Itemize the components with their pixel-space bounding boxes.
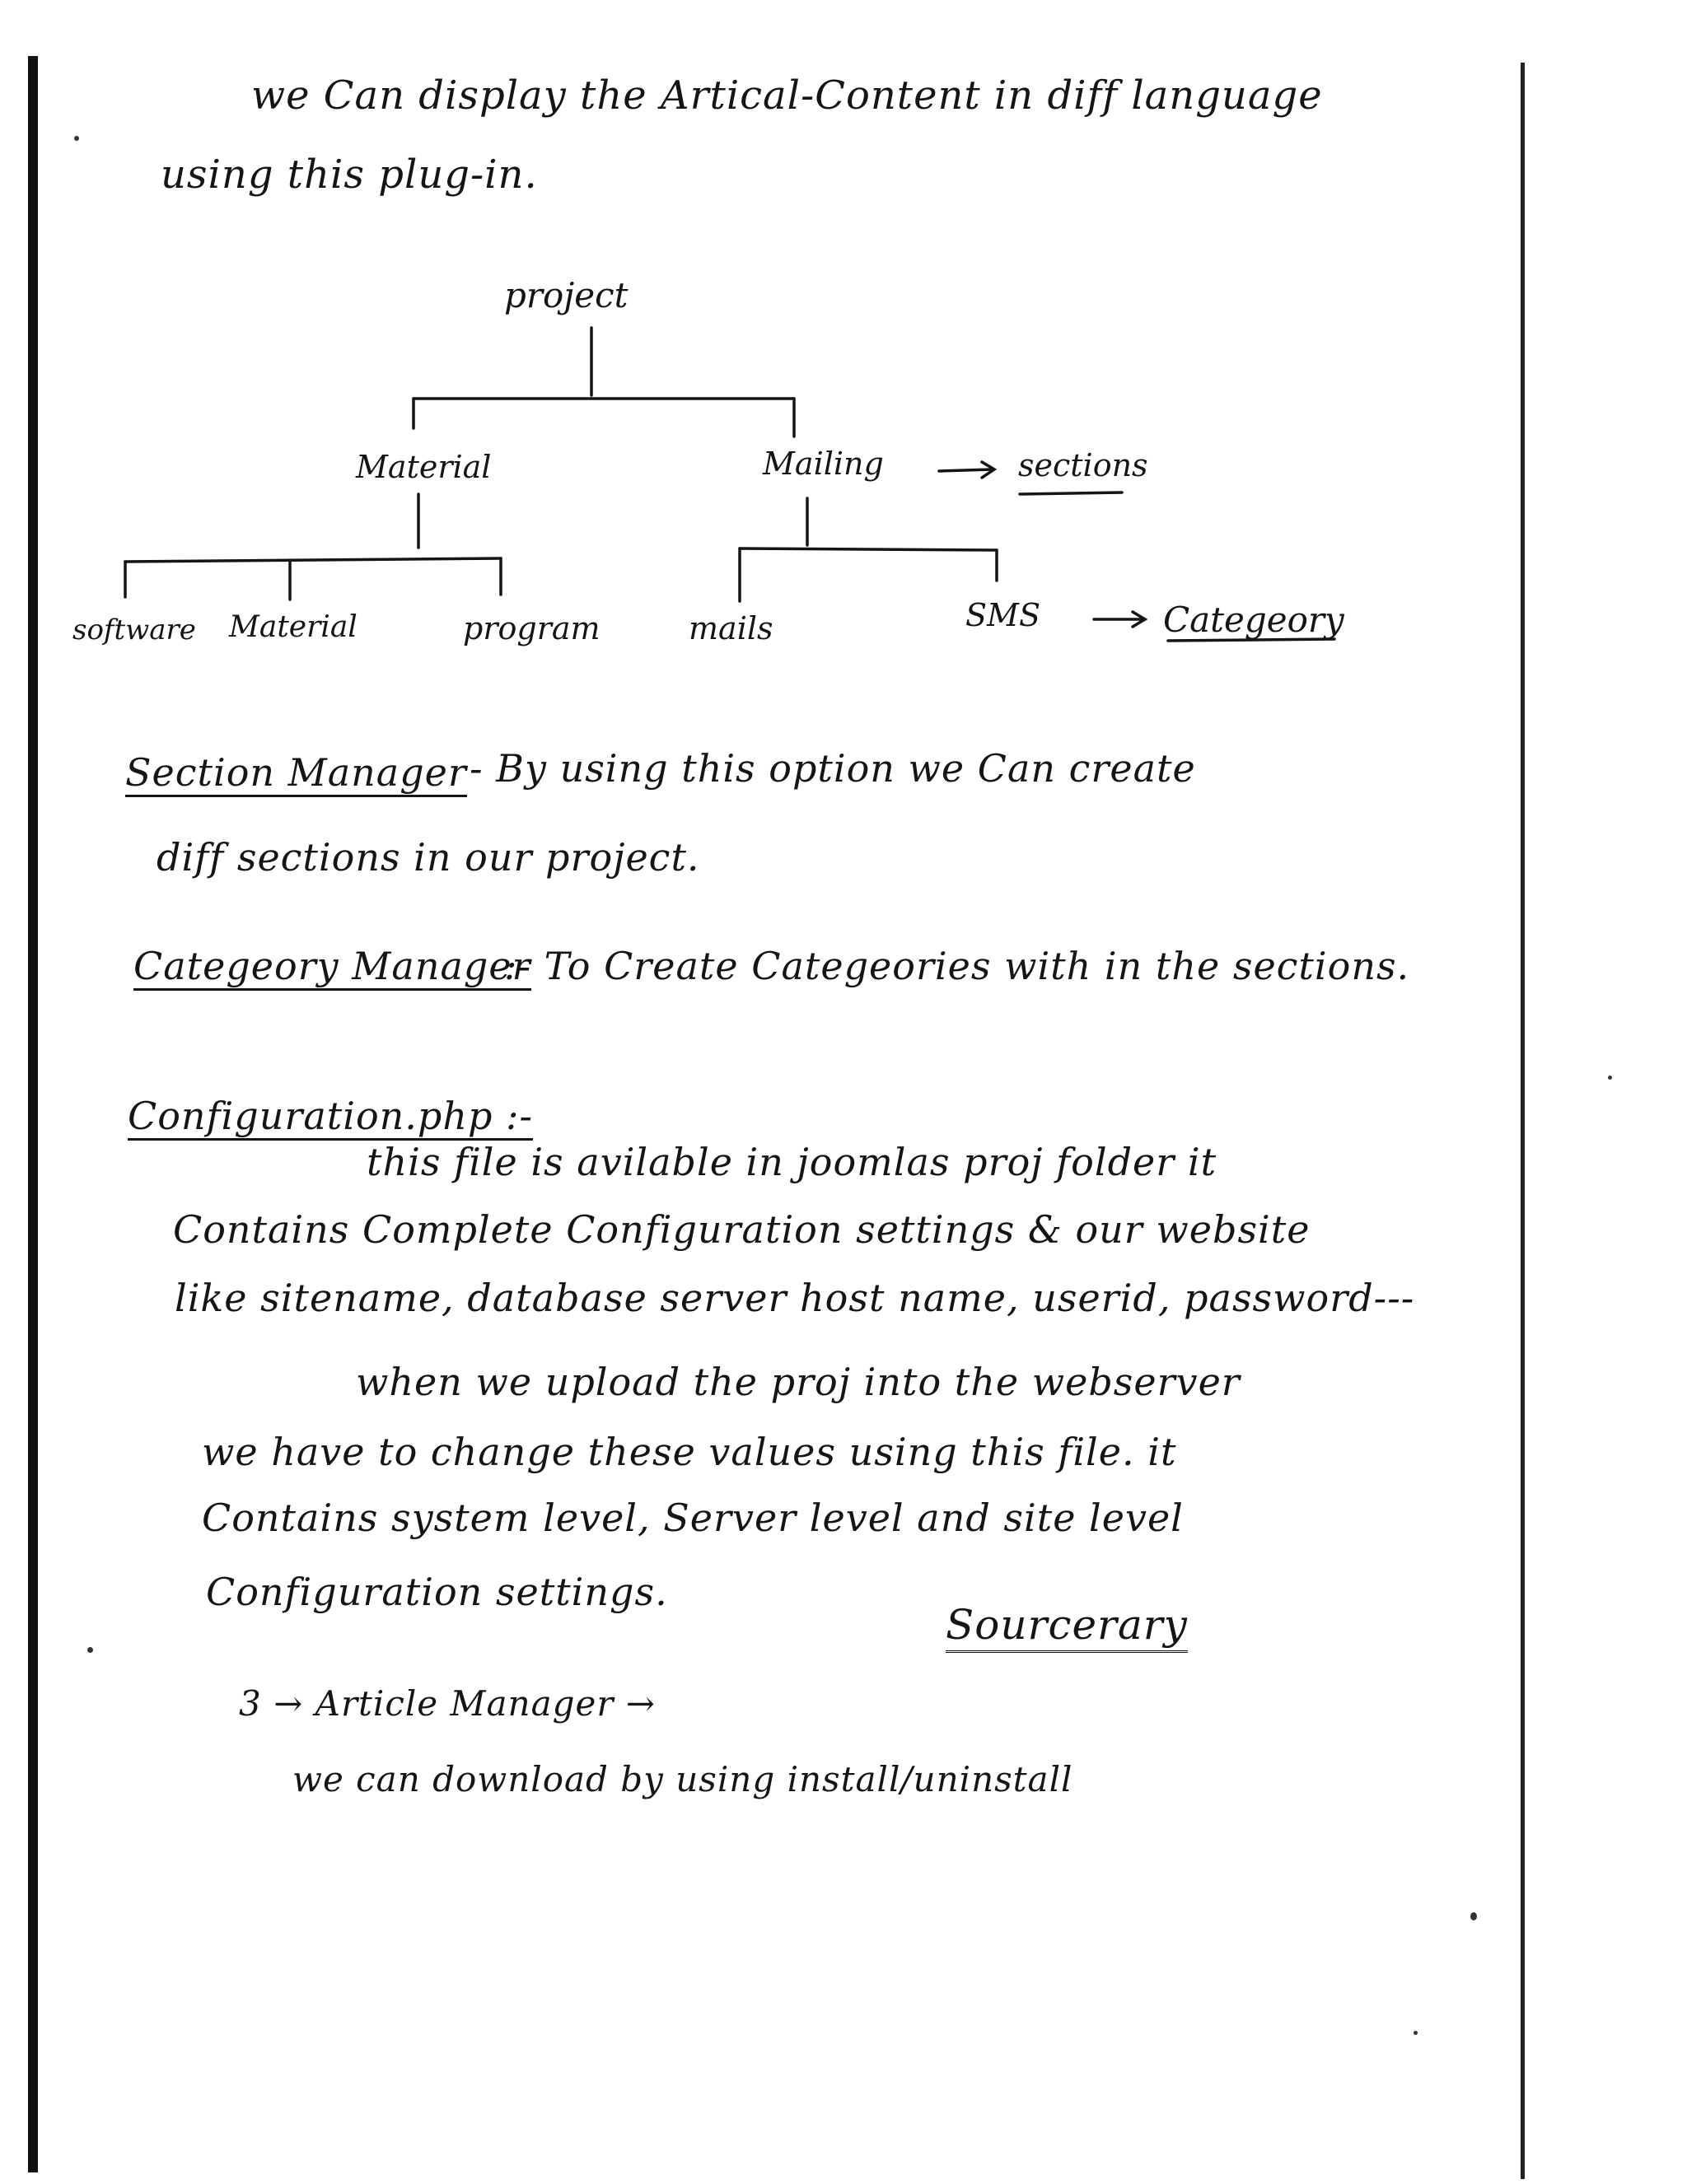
intro-line-1: we Can display the Artical-Content in diff language xyxy=(251,72,1323,119)
section-manager-line-1: - By using this option we Can create xyxy=(470,746,1196,791)
configuration-line-4: when we upload the proj into the webserver xyxy=(356,1360,1241,1404)
tree-leaf-material: Material xyxy=(229,610,357,644)
tree-leaf-program: program xyxy=(463,610,600,646)
tree-node-sections: sections xyxy=(1018,447,1148,483)
tree-leaf-mails: mails xyxy=(689,610,773,646)
configuration-line-3: like sitename, database server host name, userid, password--- xyxy=(175,1276,1415,1320)
section-manager-line-2: diff sections in our project. xyxy=(157,835,700,880)
section-manager-heading: Section Manager xyxy=(125,754,467,797)
tree-node-material: Material xyxy=(356,449,492,485)
tree-node-mailing: Mailing xyxy=(763,446,884,482)
configuration-line-6: Contains system level, Server level and site level xyxy=(202,1496,1184,1540)
tree-node-category: Categeory xyxy=(1163,600,1344,640)
configuration-line-5: we have to change these values using this file. it xyxy=(202,1430,1177,1474)
sections-arrow xyxy=(939,469,993,471)
configuration-line-1: this file is avilable in joomlas proj folder it xyxy=(367,1140,1217,1184)
article-manager-line-1: we can download by using install/uninstall xyxy=(292,1759,1073,1799)
configuration-heading: Configuration.php :- xyxy=(128,1097,533,1141)
configuration-line-7: Configuration settings. xyxy=(206,1570,668,1614)
category-manager-text: :- To Create Categeories with in the sections. xyxy=(504,944,1410,988)
intro-line-2: using this plug-in. xyxy=(161,152,538,198)
tree-leaf-software: software xyxy=(72,614,196,646)
article-manager-heading: 3 → Article Manager → xyxy=(239,1683,656,1724)
tree-leaf-sms: SMS xyxy=(965,597,1040,633)
tree-edge xyxy=(125,558,501,562)
signature: Sourcerary xyxy=(946,1604,1188,1653)
sections-underline xyxy=(1020,492,1122,494)
tree-root-project: project xyxy=(504,275,629,315)
configuration-line-2: Contains Complete Configuration settings & our website xyxy=(173,1207,1311,1252)
tree-edge xyxy=(740,548,997,550)
category-manager-heading: Categeory Manager xyxy=(133,947,531,991)
